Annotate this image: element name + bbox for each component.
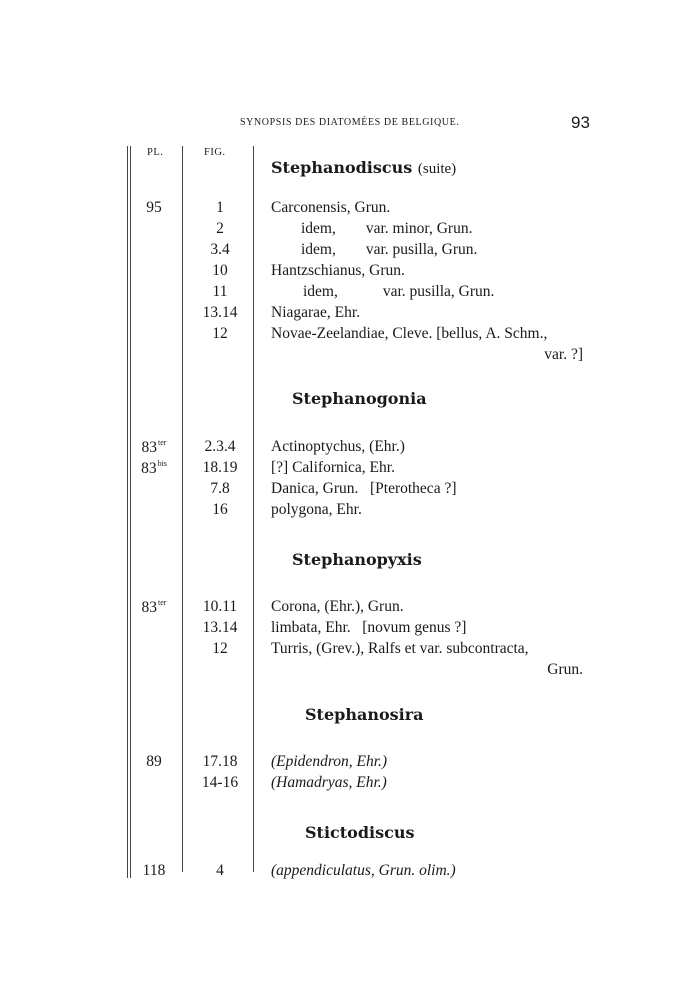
entry-continuation: var. ?] [544, 346, 583, 363]
genus-name: Stephanosira [305, 705, 424, 724]
fig-cell: 11 [212, 283, 228, 300]
fig-cell: 12 [212, 640, 228, 657]
entry-cell: limbata, Ehr. [novum genus ?] [271, 619, 467, 636]
fig-cell: 14-16 [201, 774, 239, 791]
entry-cell: Danica, Grun. [Pterotheca ?] [271, 480, 457, 497]
table-row [0, 304, 700, 325]
table-row [0, 501, 700, 522]
table-row [0, 774, 700, 795]
pl-cell: $83^{ter}$ [141, 438, 167, 456]
entry-cell: Niagarae, Ehr. [271, 304, 361, 321]
entry-cell: Novae-Zeelandiae, Cleve. [bellus, A. Schm., [271, 325, 548, 342]
column-header-fig: FIG. [204, 147, 226, 158]
entry-cell: Carconensis, Grun. [271, 199, 391, 216]
running-title: SYNOPSIS DES DIATOMÉES DE BELGIQUE. [240, 117, 460, 128]
table-row [0, 262, 700, 283]
genus-note: (suite) [417, 161, 457, 177]
fig-cell: 7.8 [210, 480, 230, 497]
table-row [0, 325, 700, 346]
fig-cell: 10.11 [202, 598, 238, 615]
entry-continuation: Grun. [547, 661, 583, 678]
table-row [0, 438, 700, 459]
fig-cell: 2.3.4 [204, 438, 236, 455]
genus-name: Stephanopyxis [292, 550, 422, 569]
column-header-pl: PL. [147, 147, 164, 158]
genus-heading [305, 705, 424, 724]
fig-cell: 17.18 [202, 753, 238, 770]
entry-cell: Corona, (Ehr.), Grun. [271, 598, 404, 615]
fig-cell: 16 [212, 501, 228, 518]
genus-name: Stictodiscus [305, 823, 415, 842]
entry-cell: (Epidendron, Ehr.) [271, 753, 388, 770]
entry-cell: idem, var. pusilla, Grun. [301, 241, 478, 258]
pl-cell: $83^{ter}$ [141, 598, 167, 616]
entry-cell: Actinoptychus, (Ehr.) [271, 438, 405, 455]
genus-heading [292, 389, 427, 408]
pl-cell: 89 [146, 753, 162, 770]
genus-heading [271, 158, 456, 178]
fig-cell: 10 [212, 262, 228, 279]
pl-cell: 118 [142, 862, 166, 879]
genus-heading [305, 823, 414, 842]
table-row [0, 283, 700, 304]
fig-cell: 12 [212, 325, 228, 342]
table-row [0, 619, 700, 640]
table-row-continuation [0, 661, 700, 682]
fig-cell: 13.14 [202, 304, 238, 321]
table-row [0, 241, 700, 262]
pl-cell: 95 [146, 199, 162, 216]
entry-cell: [?] Californica, Ehr. [271, 459, 395, 476]
table-row [0, 480, 700, 501]
entry-cell: (Hamadryas, Ehr.) [271, 774, 387, 791]
table-row [0, 199, 700, 220]
table-row [0, 862, 700, 883]
entry-cell: polygona, Ehr. [271, 501, 362, 518]
fig-cell: 2 [216, 220, 224, 237]
genus-name: Stephanogonia [292, 389, 427, 408]
entry-cell: idem, var. pusilla, Grun. [303, 283, 495, 300]
entry-cell: idem, var. minor, Grun. [301, 220, 473, 237]
entry-cell: (appendiculatus, Grun. olim.) [271, 862, 456, 879]
fig-cell: 13.14 [202, 619, 238, 636]
table-row [0, 220, 700, 241]
page-number: 93 [571, 113, 590, 132]
fig-cell: 4 [216, 862, 224, 879]
fig-cell: 3.4 [210, 241, 230, 258]
genus-name: Stephanodiscus [271, 158, 413, 177]
table-row [0, 598, 700, 619]
entry-cell: Hantzschianus, Grun. [271, 262, 405, 279]
table-row [0, 459, 700, 480]
fig-cell: 18.19 [202, 459, 238, 476]
table-row-continuation [0, 346, 700, 367]
table-row [0, 753, 700, 774]
pl-cell: $83^{bis}$ [141, 459, 167, 477]
fig-cell: 1 [216, 199, 224, 216]
entry-cell: Turris, (Grev.), Ralfs et var. subcontracta, [271, 640, 529, 657]
table-row [0, 640, 700, 661]
genus-heading [292, 550, 422, 569]
